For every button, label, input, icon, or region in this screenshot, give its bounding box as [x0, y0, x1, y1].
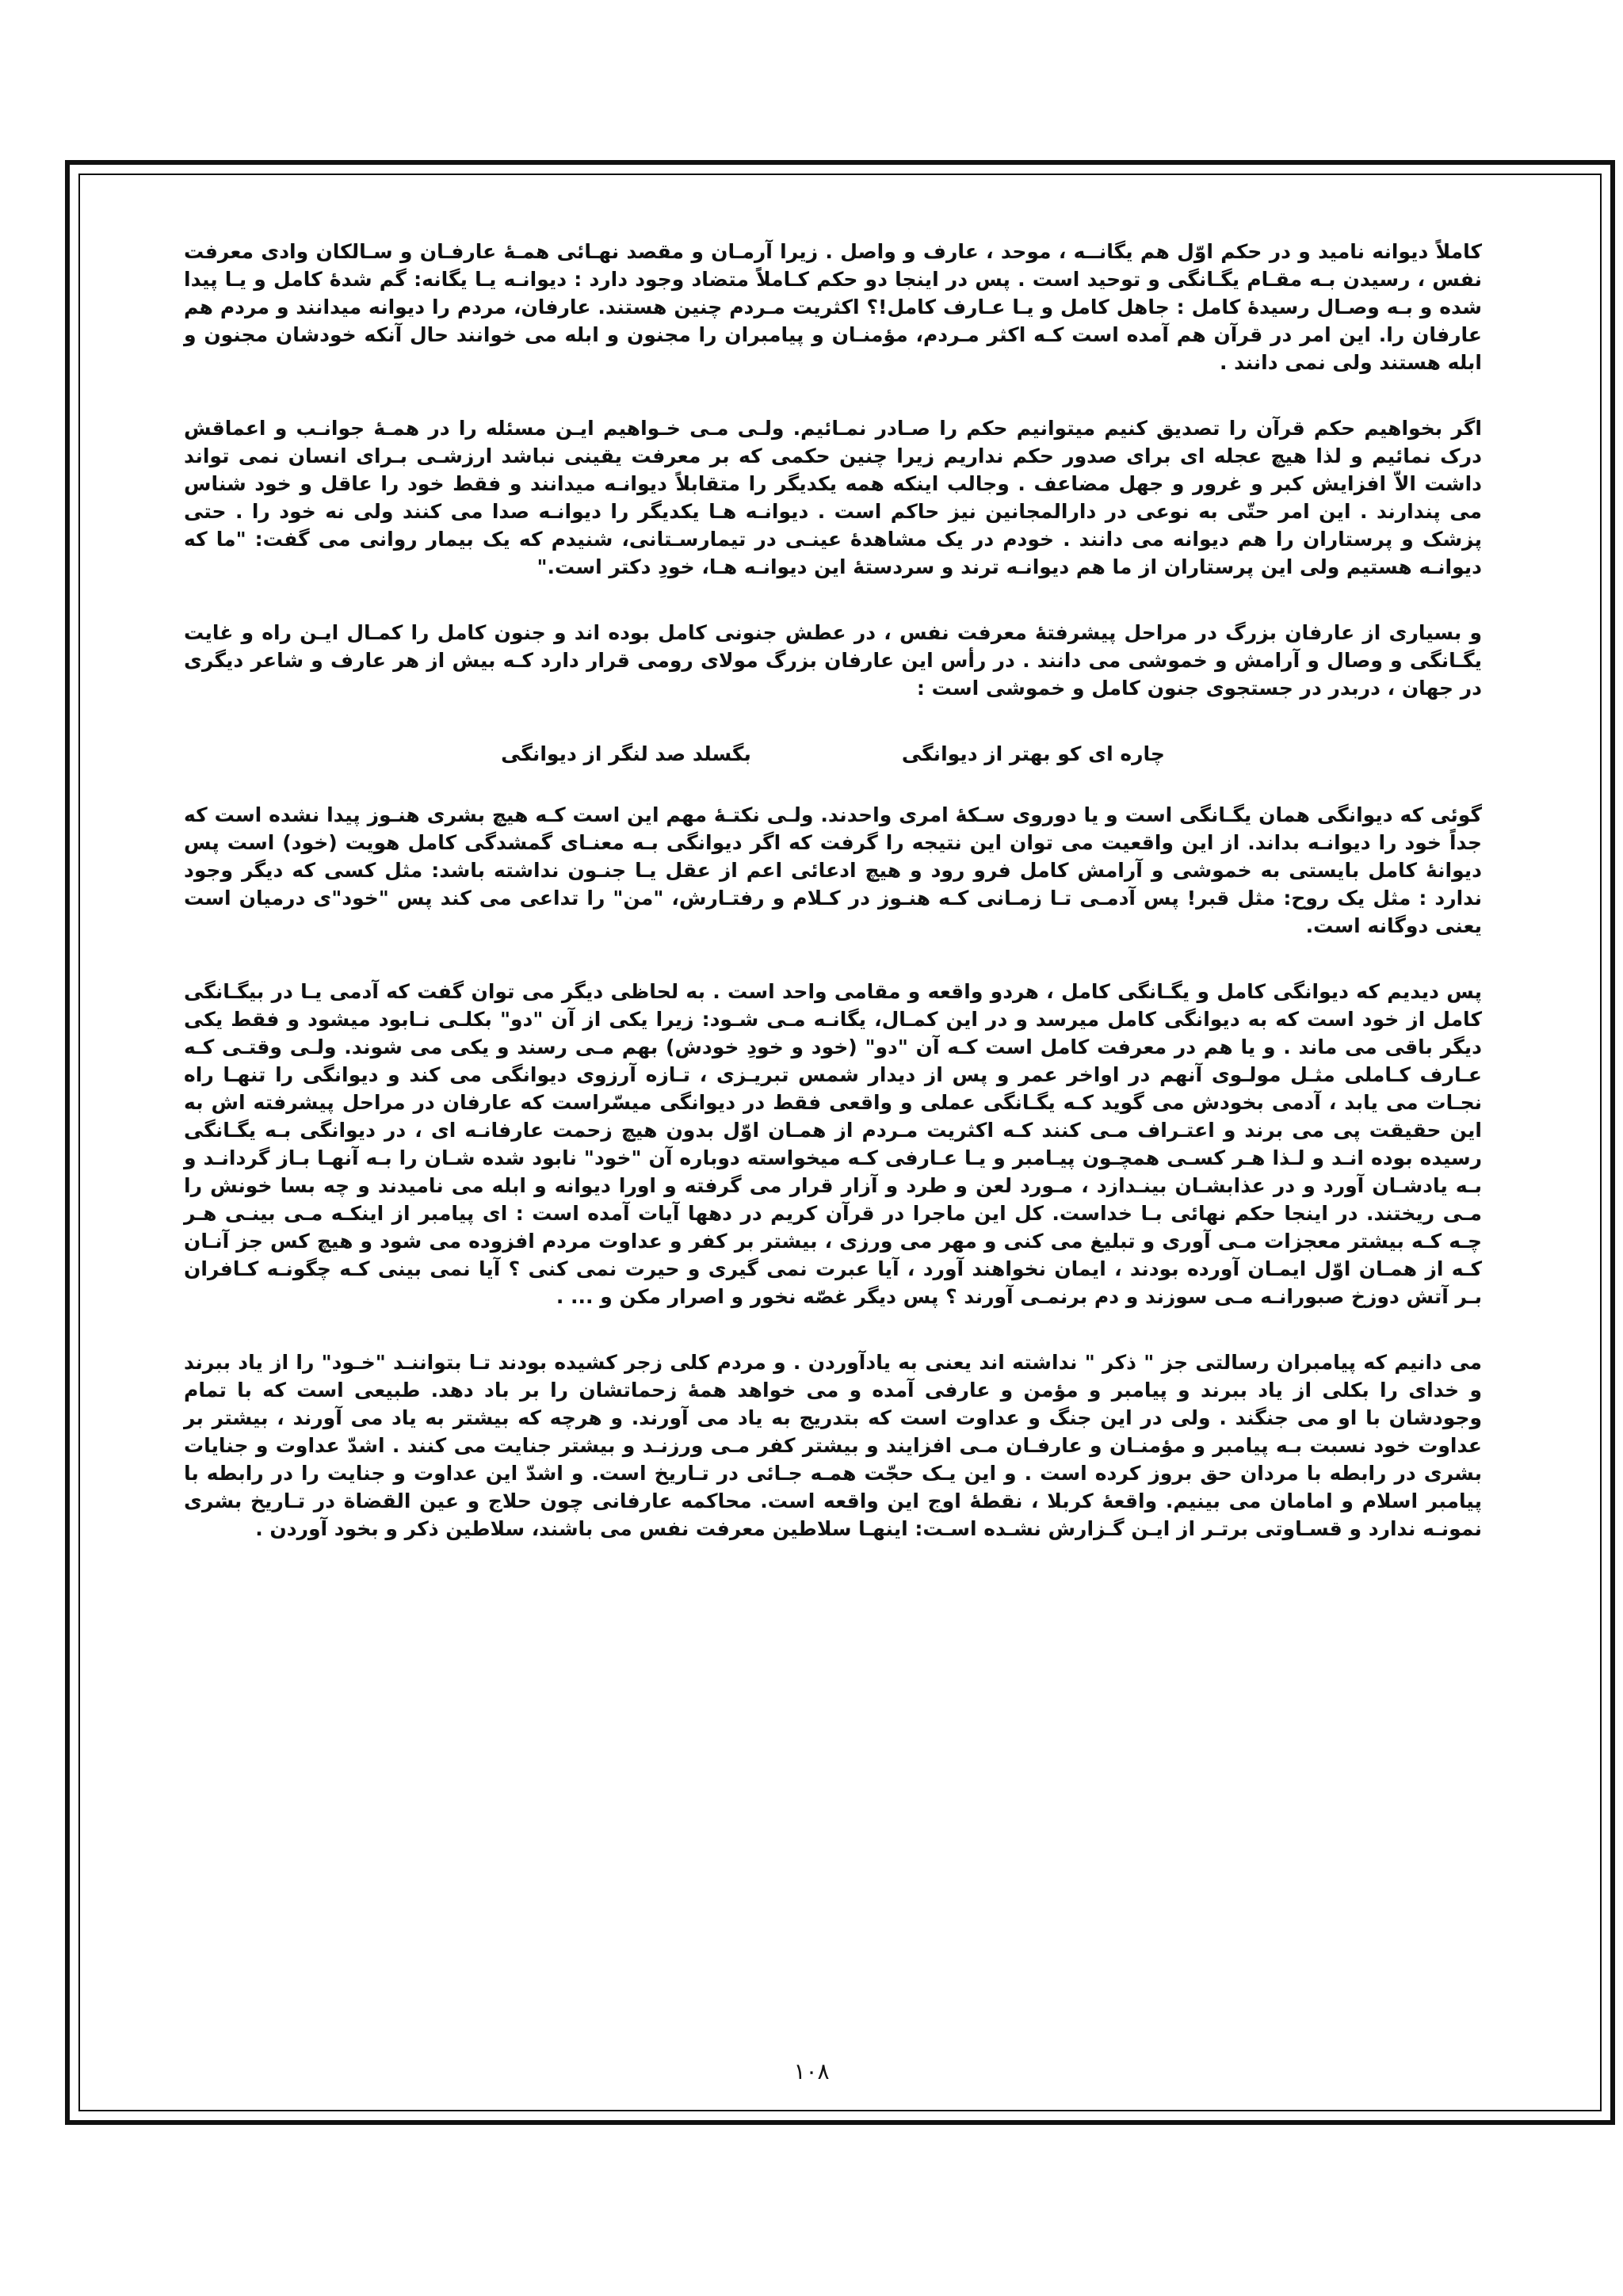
- page-body: [184, 238, 1482, 1581]
- verse-second-hemistich: بگسلد صد لنگر از دیوانگی: [501, 742, 751, 765]
- paragraph-4: گوئی که دیوانگی همان یگـانگی است و یا دوروی سـکهٔ امری واحدند. ولـی نکتـهٔ مهم این است کـه هیچ بشری هنـوز پیدا نشده است که جداً خود را دیوانـه بداند. از این واقعیت می توان این نتیجه را گرفت که اگر دیوانگی بـه معنـای گمشدگی کامل هویت (خود) است پس دیوانهٔ کامل بایستی به خموشی و آرامش کامل فرو رود و هیچ ادعائی اعم از عقل یـا جنـون نداشته باشد: مثل کسی که دیگر وجود ندارد : مثل یک روح: مثل قبر! پس آدمـی تـا زمـانی کـه هنـوز در کـلام و رفتـارش، "من" را تداعی می کند پس "خود"ی درمیان است یعنی دوگانه است.: [184, 803, 1482, 937]
- verse-first-hemistich: چاره ای کو بهتر از دیوانگی: [901, 742, 1165, 765]
- poem-verse: [184, 740, 1482, 768]
- page-number: ۱۰۸: [793, 2058, 830, 2084]
- paragraph-3: و بسیاری از عارفان بزرگ در مراحل پیشرفتهٔ معرفت نفس ، در عطش جنونی کامل بوده اند و جنون کامل را کمـال ایـن راه و غایت یگـانگی و وصال و آرامش و خموشی می دانند . در رأس این عارفان بزرگ مولای رومی قرار دارد کـه بیش از هر عارف و شاعر دیگری در جهان ، دربدر در جستجوی جنون کامل و خموشی است :: [184, 621, 1482, 700]
- paragraph-1: کاملاً دیوانه نامید و در حکم اوّل هم یگانــه ، موحد ، عارف و واصل . زیرا آرمـان و مقصد نهـائی همـهٔ عارفـان و سـالکان وادی معرفت نفس ، رسیدن بـه مقـام یگـانگی و توحید است . پس در اینجا دو حکم کـاملاً متضاد وجود دارد : دیوانـه یـا یگانه: گم شدهٔ کامل و یـا پیدا شده و بـه وصـال رسیدهٔ کامل : جاهل کامل و یـا عـارف کامل!؟ اکثریت مـردم چنین هستند. عارفان، مردم را دیوانه میدانند و مردم هم عارفان را. این امر در قرآن هم آمده است کـه اکثر مـردم، مؤمنـان و پیامبران را مجنون و ابله می خوانند حال آنکه خودشان مجنون و ابله هستند ولی نمی دانند .: [184, 240, 1482, 374]
- paragraph-5: پس دیدیم که دیوانگی کامل و یگـانگی کامل ، هردو واقعه و مقامی واحد است . به لحاظی دیگر می توان گفت که آدمی یـا در بیگـانگی کامل از خود است که به دیوانگی کامل میرسد و در این کمـال، یگانـه مـی شـود: زیرا یکی از آن "دو" بکلـی نـابود میشود و فقط یکی دیگر باقی می ماند . و یا هم در معرفت کامل است کـه آن "دو" (خود و خودِ خودش) بهم مـی رسند و یکی می شوند. ولـی وقتـی کـه عـارف کـاملی مثـل مولـوی آنهم در اواخر عمر و پس از دیدار شمس تبریـزی ، تـازه آرزوی دیوانگی می کند و دیوانگی را تنهـا راه نجـات می یابد ، آدمی بخودش می گوید کـه یگـانگی عملی و واقعی فقط در دیوانگی میسّراست که عارفان در مراحل پیشرفته اش به این حقیقت پی می برند و اعتـراف مـی کنند کـه اکثریت مـردم از همـان اوّل بدون هیچ زحمت عارفانـه ای ، در دیوانگی بـه یگـانگی رسیده بوده انـد و لـذا هـر کسـی همچـون پیـامبر و یـا عـارفی کـه میخواسته دوباره آن "خود" نابود شده شـان را بـه آنهـا بـاز گردانـد و بـه یادشـان آورد و در عذابشـان بینـدازد ، مـورد لعن و طرد و آزار قرار می گرفته و اورا دیوانه و ابله می نامیدند و چه بسا خونش را مـی ریختند. در اینجا حکم نهائی بـا خداست. کل این ماجرا در قرآن کریم در دهها آیات آمده است : ای پیامبر از اینکـه مـی بینـی هـر چـه کـه بیشتر معجزات مـی آوری و تبلیغ می کنی و مهر می ورزی ، بیشتر بر کفر و عداوت مردم افزوده می شود و هیچ کس جز آنـان کـه از همـان اوّل ایمـان آورده بودند ، ایمان نخواهند آورد ، آیا عبرت نمی گیری و حیرت نمی کنی ؟ آیا نمی بینی کـه چگونـه کـافران بـر آتش دوزخ صبورانـه مـی سوزند و دم برنمـی آورند ؟ پس دیگر غصّه نخور و اصرار مکن و ... .: [184, 980, 1482, 1308]
- paragraph-2: اگر بخواهیم حکم قرآن را تصدیق کنیم میتوانیم حکم را صـادر نمـائیم. ولـی مـی خـواهیم ایـن مسئله را در همـهٔ جوانـب و اعماقش درک نمائیم و لذا هیچ عجله ای برای صدور حکم نداریم زیرا چنین حکمی که بر معرفت یقینی نباشد ارزشـی بـرای انسان نمی تواند داشت الاّ افزایش کبر و غرور و جهل مضاعف . وجالب اینکه همه یکدیگر را متقابلاً دیوانـه میدانند و فقط خود را عاقل و خود شناس می پندارند . این امر حتّی به نوعی در دارالمجانین نیز حاکم است . دیوانـه هـا یکدیگر را دیوانـه صدا می کنند ولی نه خود را . حتی پزشک و پرستاران را هم دیوانه می دانند . خودم در یک مشاهدهٔ عینـی در تیمارسـتانی، شنیدم که یک بیمار روانی می گفت: "ما که دیوانـه هستیم ولی این پرستاران از ما هم دیوانـه ترند و سردستهٔ این دیوانـه هـا، خودِ دکتر است.": [184, 417, 1482, 578]
- paragraph-6: می دانیم که پیامبران رسالتی جز " ذکر " نداشته اند یعنی به یادآوردن . و مردم کلی زجر کشیده بودند تـا بتواننـد "خـود" را از یاد ببرند و خدای را بکلی از یاد ببرند و پیامبر و مؤمن و عارفی آمده و می خواهد همهٔ زحماتشان را بر باد دهد. طبیعی است که با تمام وجودشان با او می جنگند . ولی در این جنگ و عداوت است که بتدریج به یاد می آورند. و هرچه که بیشتر به یاد می آورند ، بیشتر بر عداوت خود نسبت بـه پیامبر و مؤمنـان و عارفـان مـی افزایند و بیشتر کفر مـی ورزنـد و بیشتر جنایت می کنند . اشدّ عداوت و جنایات بشری در رابطه با مردان حق بروز کرده است . و این یـک حجّت همـه جـائی در تـاریخ است. و اشدّ این عداوت و جنایت را در رابطه با پیامبر اسلام و امامان می بینیم. واقعهٔ کربلا ، نقطهٔ اوج این واقعه است. محاکمه عارفانی چون حلاج و عین القضاة در تـاریخ بشری نمونـه ندارد و قسـاوتی برتـر از ایـن گـزارش نشـده اسـت: اینهـا سلاطین معرفت نفس می باشند، سلاطین ذکر و بخود آوردن .: [184, 1351, 1482, 1540]
